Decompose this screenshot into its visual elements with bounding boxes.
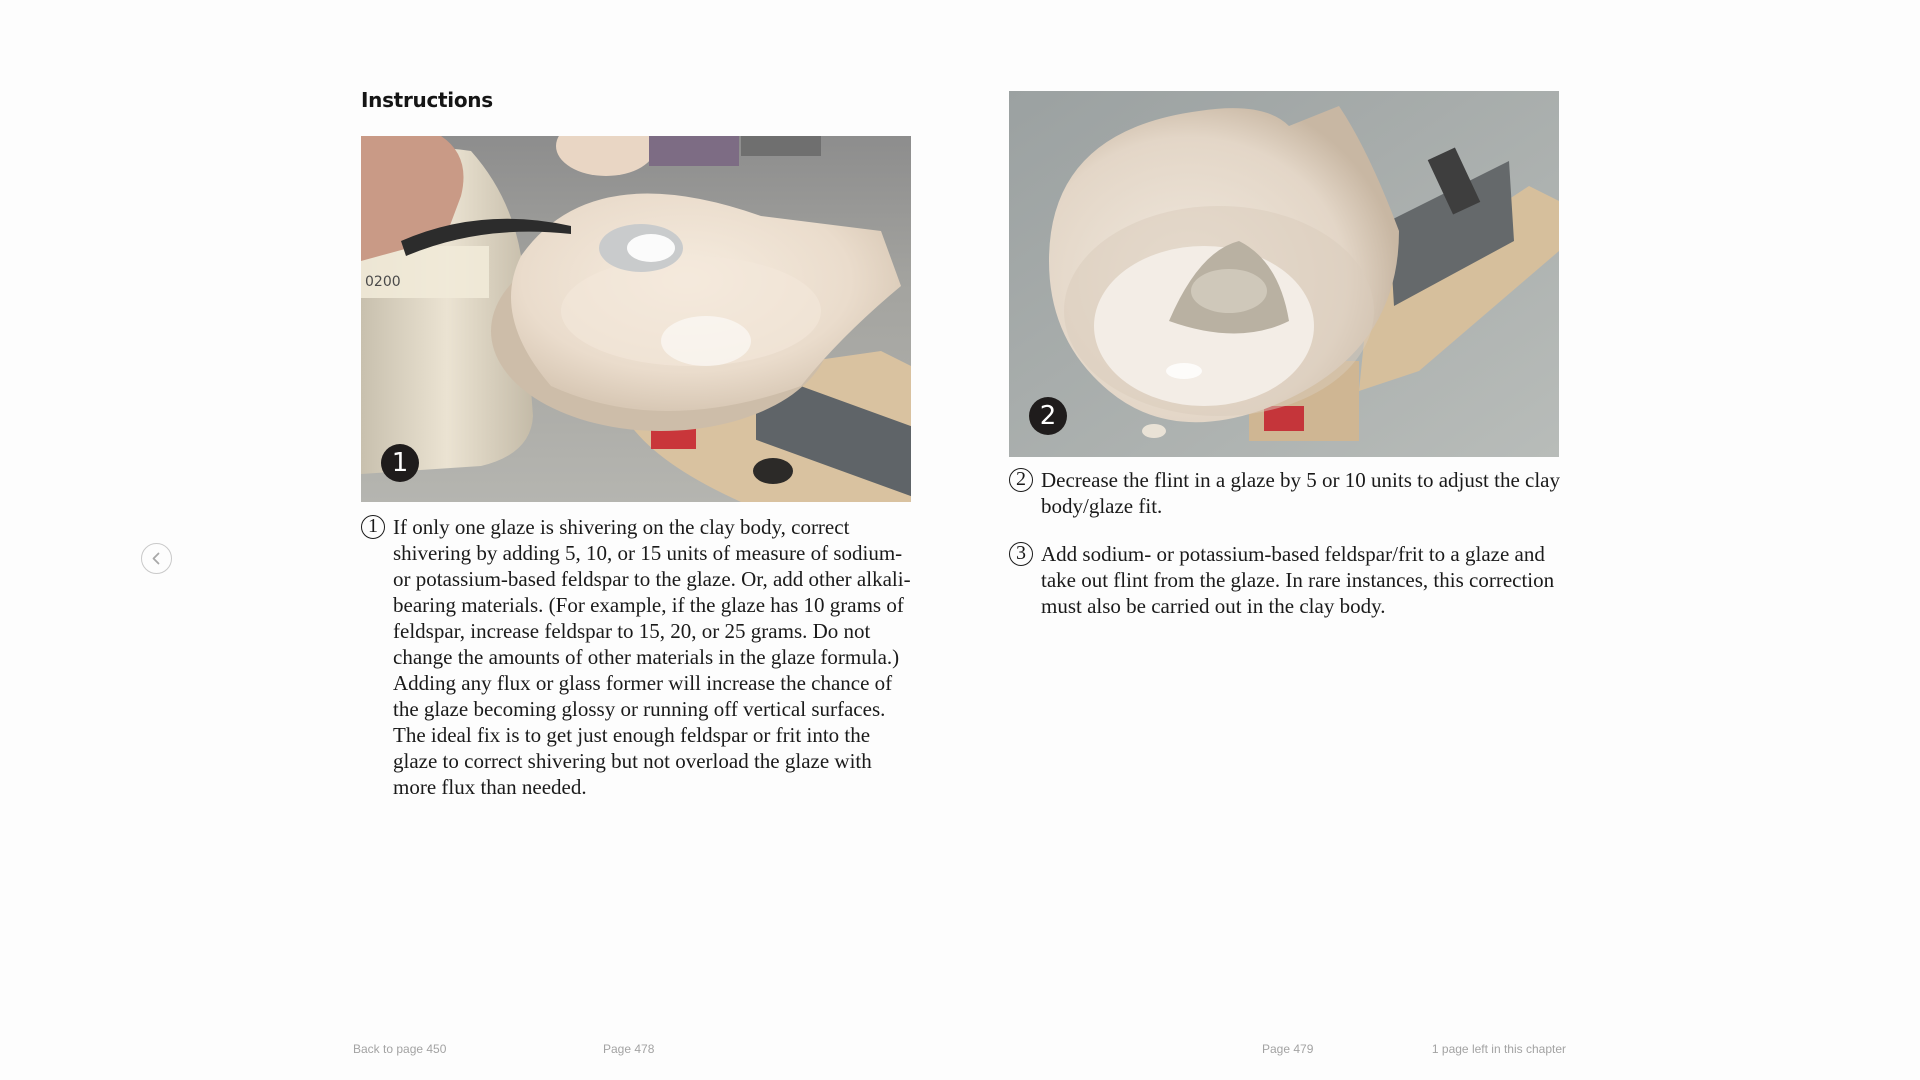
step-2-photo-badge: 2	[1029, 397, 1067, 435]
previous-page-button[interactable]	[141, 543, 172, 574]
left-page-number: Page 478	[603, 1042, 655, 1056]
step-1	[361, 514, 916, 800]
step-2	[1009, 467, 1564, 519]
jar-label-text: 0200	[365, 274, 401, 290]
section-heading: Instructions	[361, 88, 493, 112]
step-1-photo-badge: 1	[381, 444, 419, 482]
chapter-pages-remaining: 1 page left in this chapter	[1431, 1042, 1566, 1056]
step-1-text: If only one glaze is shivering on the clay body, correct shivering by adding 5, 10, or 15 units of measure of sodium- or potassium-based feldspar to the glaze. Or, add other alkali-bearing materials. (For example, if the glaze has 10 grams of feldspar, increase feldspar to 15, 20, or 25 grams. Do not change the amounts of other materials in the glaze formula.) Adding any flux or glass former will increase the chance of the glaze becoming glossy or running off vertical surfaces. The ideal fix is to get just enough feldspar or frit into the glaze to correct shivering but not overload the glaze with more flux than needed.	[393, 515, 911, 799]
step-3-number: 3	[1009, 542, 1033, 566]
step-2-text: Decrease the flint in a glaze by 5 or 10 units to adjust the clay body/glaze fit.	[1041, 468, 1561, 518]
right-page-number: Page 479	[1262, 1042, 1314, 1056]
step-2-number: 2	[1009, 468, 1033, 492]
step-1-number: 1	[361, 515, 385, 539]
step-1-photo	[361, 136, 911, 502]
step-3	[1009, 541, 1564, 619]
step-2-photo	[1009, 91, 1559, 457]
step-3-text: Add sodium- or potassium-based feldspar/frit to a glaze and take out flint from the glaze. In rare instances, this correction must also be carried out in the clay body.	[1041, 542, 1555, 618]
back-to-page-link[interactable]: Back to page 450	[353, 1042, 447, 1056]
chevron-left-icon	[142, 544, 171, 573]
